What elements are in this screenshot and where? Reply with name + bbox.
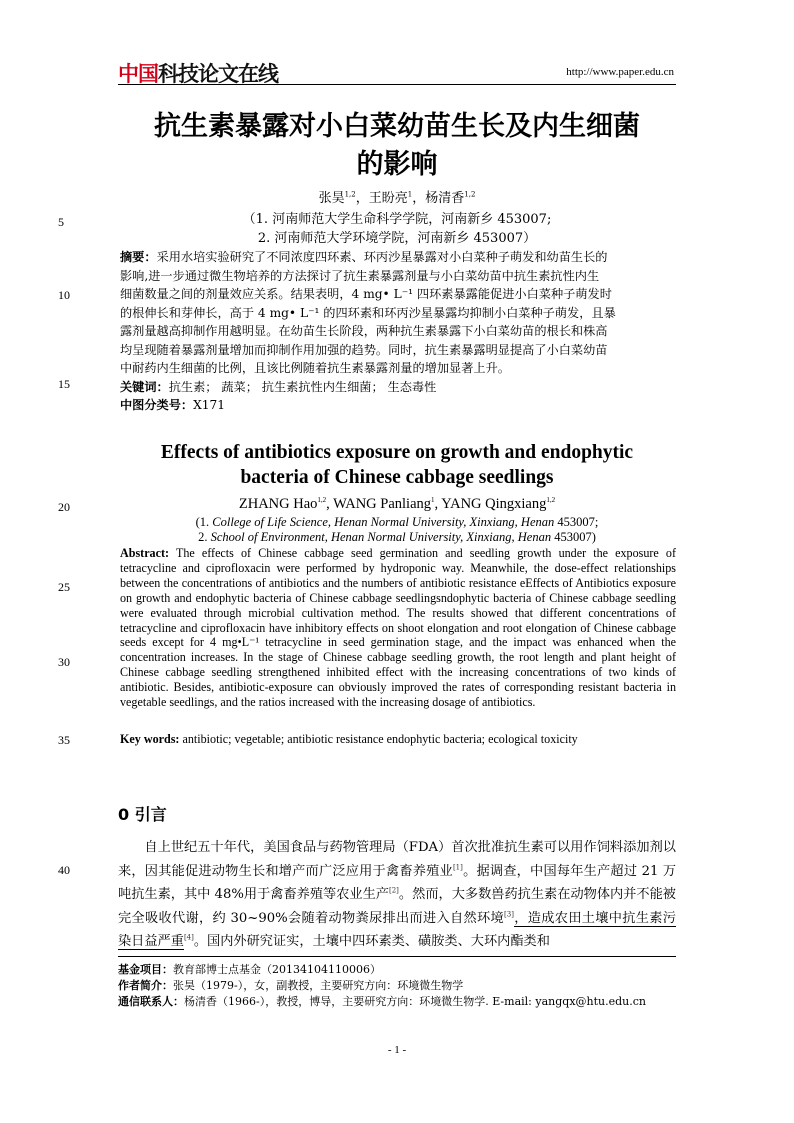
- footnote-rule: [118, 956, 676, 957]
- citation-ref[interactable]: [2]: [389, 886, 399, 895]
- line-number: 40: [58, 863, 70, 877]
- cn-abstract-text: 采用水培实验研究了不同浓度四环素、环丙沙星暴露对小白菜种子萌发和幼苗生长的: [156, 250, 608, 264]
- en-abstract-text: The effects of Chinese cabbage seed germination and seedling growth under the exposure of tetracycline and ciprofloxacin were performed by hydroponic way. Meanwhile, the dose-effect relationships between the concentrations of antibiotics and the numbers of antibiotic resistance eEffects of Antibiotics exposure on growth and endophytic bacteria of Chinese cabbage seedlingsndophytic bacteria of Chinese cabbage seedling were evaluated through microbial cultivation method. The results showed that different concentrations of tetracycline and ciprofloxacin have inhibitory effects on shoot elongation and root elongation of Chinese cabbage seeds except for 4 mg•L⁻¹ tetracycline in seed germination stage, and the impact was enhanced when the concentration increases. In the stage of Chinese cabbage seedling growth, the root length and plant height of Chinese cabbage seedling strengthened inhibited effect with the increasing concentrations of two kinds of antibiotic. Besides, antibiotic-exposure can obviously improved the rates of corresponding resistant bacteria in vegetable seedlings, and the ratios increased with the increasing dosage of antibiotics.: [120, 546, 676, 710]
- footnote-fund: [118, 962, 678, 978]
- cn-author-sep: ，: [355, 191, 369, 206]
- en-affil1-name: College of Life Science, Henan Normal University, Xinxiang, Henan: [212, 515, 555, 529]
- line-number: 30: [58, 655, 70, 669]
- en-keywords-label: Key words:: [120, 732, 180, 746]
- en-affil1: [118, 515, 676, 530]
- cn-author-sep: ，: [412, 191, 426, 206]
- footnote-label: 作者简介：: [118, 979, 173, 992]
- cn-title-line2: 的影响: [356, 149, 438, 180]
- cn-classification: [120, 396, 676, 415]
- footnote-text: 杨清香（1966-），教授，博导，主要研究方向：环境微生物学. E-mail: yangqx@htu.edu.cn: [184, 995, 646, 1008]
- en-title-line1: Effects of antibiotics exposure on growth and endophytic: [160, 442, 634, 463]
- en-affil1-code: 453007;: [554, 515, 599, 529]
- cn-author-sup: 1,2: [344, 190, 356, 199]
- cn-abstract-line: 影响,进一步通过微生物培养的方法探讨了抗生素暴露剂量与小白菜幼苗中抗生素抗性内生: [120, 268, 600, 283]
- cn-author-sup: 1: [407, 190, 413, 199]
- cn-abstract-line: 细菌数量之间的剂量效应关系。结果表明，4 mg• L⁻¹ 四环素暴露能促进小白菜种子萌发时: [120, 287, 612, 301]
- intro-text: 。然而，大多数兽药抗生素在动物体内并不能被完全吸收代谢，约 30~90%会随着动物粪尿排出而进入自然环境: [118, 887, 676, 926]
- line-number: 5: [58, 215, 64, 229]
- cn-authors: [118, 190, 676, 208]
- citation-ref[interactable]: [3]: [504, 910, 514, 919]
- en-title: [118, 440, 676, 490]
- footnote-label: 基金项目：: [118, 963, 173, 976]
- en-author: ZHANG Hao: [238, 496, 318, 512]
- cn-class-code: X171: [193, 398, 226, 412]
- line-number: 35: [58, 733, 70, 747]
- cn-abstract-line: [120, 248, 676, 267]
- cn-title: [118, 108, 676, 184]
- line-number: 15: [58, 377, 70, 391]
- header-rule: [118, 84, 676, 85]
- en-affil2: [118, 530, 676, 545]
- cn-class-label: 中图分类号：: [120, 398, 194, 412]
- cn-abstract-line: 中耐药内生细菌的比例，且该比例随着抗生素暴露剂量的增加显著上升。: [120, 361, 510, 375]
- cn-affil1: （1. 河南师范大学生命科学学院，河南新乡 453007;: [242, 212, 552, 227]
- section-heading: 0 引言: [118, 805, 167, 824]
- intro-text: 。据调查，中国每年生产超过 21 万吨抗生素，其中 48%用于禽畜养殖等农业生产: [118, 863, 677, 902]
- footnote-label: 通信联系人：: [118, 995, 184, 1008]
- header-url[interactable]: http://www.paper.edu.cn: [566, 66, 674, 78]
- en-author-sup: 1: [431, 496, 435, 505]
- en-affil1-num: (1.: [195, 515, 213, 529]
- cn-author: 张昊: [318, 191, 345, 206]
- en-author-sup: 1,2: [317, 496, 327, 505]
- logo-black-text: 科技论文在线: [158, 62, 278, 86]
- line-number: 25: [58, 580, 70, 594]
- en-abstract: [120, 546, 676, 710]
- en-affil2-name: School of Environment, Henan Normal University, Xinxiang, Henan: [210, 530, 552, 544]
- footnote-contact: [118, 994, 678, 1010]
- cn-author-sup: 1,2: [464, 190, 476, 199]
- en-author-sup: 1,2: [546, 496, 556, 505]
- cn-keywords-text: 抗生素； 蔬菜； 抗生素抗性内生细菌； 生态毒性: [168, 379, 437, 394]
- intro-paragraph: [118, 836, 676, 954]
- page-number: - 1 -: [387, 1044, 407, 1056]
- en-author-sep: ,: [326, 496, 334, 512]
- citation-ref[interactable]: [4]: [183, 933, 194, 942]
- logo-red-text: 中国: [118, 62, 158, 86]
- en-authors: [118, 496, 676, 513]
- en-title-line2: bacteria of Chinese cabbage seedlings: [240, 467, 554, 488]
- footnote-author: [118, 978, 678, 994]
- intro-text: 自上世纪五十年代，美国食品与药物管理局（FDA）首次批准抗生素可以用作饲料添加剂以来，因其能促进动物生长和增产而广泛应用于禽畜养殖业: [118, 840, 676, 879]
- en-author-sep: ,: [434, 496, 442, 512]
- cn-abstract-label: 摘要：: [120, 250, 157, 264]
- en-affil2-num: 2.: [198, 530, 211, 544]
- cn-author: 王盼亮: [368, 191, 408, 206]
- en-affil2-code: 453007): [551, 530, 596, 544]
- en-author: YANG Qingxiang: [441, 496, 547, 512]
- cn-keywords-label: 关键词：: [120, 379, 169, 394]
- citation-ref[interactable]: [1]: [452, 863, 463, 872]
- intro-text: ，造成农田土壤中抗生素污染日益严重: [118, 910, 676, 949]
- line-number: 10: [58, 288, 70, 302]
- footnote-text: 教育部博士点基金（20134104110006）: [173, 963, 381, 976]
- cn-affil2: 2. 河南师范大学环境学院，河南新乡 453007）: [257, 231, 537, 246]
- cn-abstract-line: 露剂量越高抑制作用越明显。在幼苗生长阶段，两种抗生素暴露下小白菜幼苗的根长和株高: [120, 324, 608, 338]
- en-author: WANG Panliang: [333, 496, 432, 512]
- footnote-text: 张昊（1979-），女，副教授，主要研究方向：环境微生物学: [173, 979, 464, 992]
- en-abstract-label: Abstract:: [120, 546, 170, 560]
- intro-text: 。国内外研究证实，土壤中四环素类、磺胺类、大环内酯类和: [193, 934, 550, 949]
- cn-abstract-line: 的根伸长和芽伸长，高于 4 mg• L⁻¹ 的四环素和环丙沙星暴露均抑制小白菜种子萌发，且暴: [120, 305, 616, 320]
- en-keywords: [120, 732, 578, 747]
- cn-keywords: [120, 378, 676, 397]
- cn-title-line1: 抗生素暴露对小白菜幼苗生长及内生细菌: [154, 111, 640, 142]
- cn-abstract-line: 均呈现随着暴露剂量增加而抑制作用加强的趋势。同时，抗生素暴露明显提高了小白菜幼苗: [120, 342, 608, 357]
- cn-author: 杨清香: [425, 191, 465, 206]
- en-keywords-text: antibiotic; vegetable; antibiotic resistance endophytic bacteria; ecological toxicity: [182, 732, 578, 746]
- line-number: 20: [58, 500, 70, 514]
